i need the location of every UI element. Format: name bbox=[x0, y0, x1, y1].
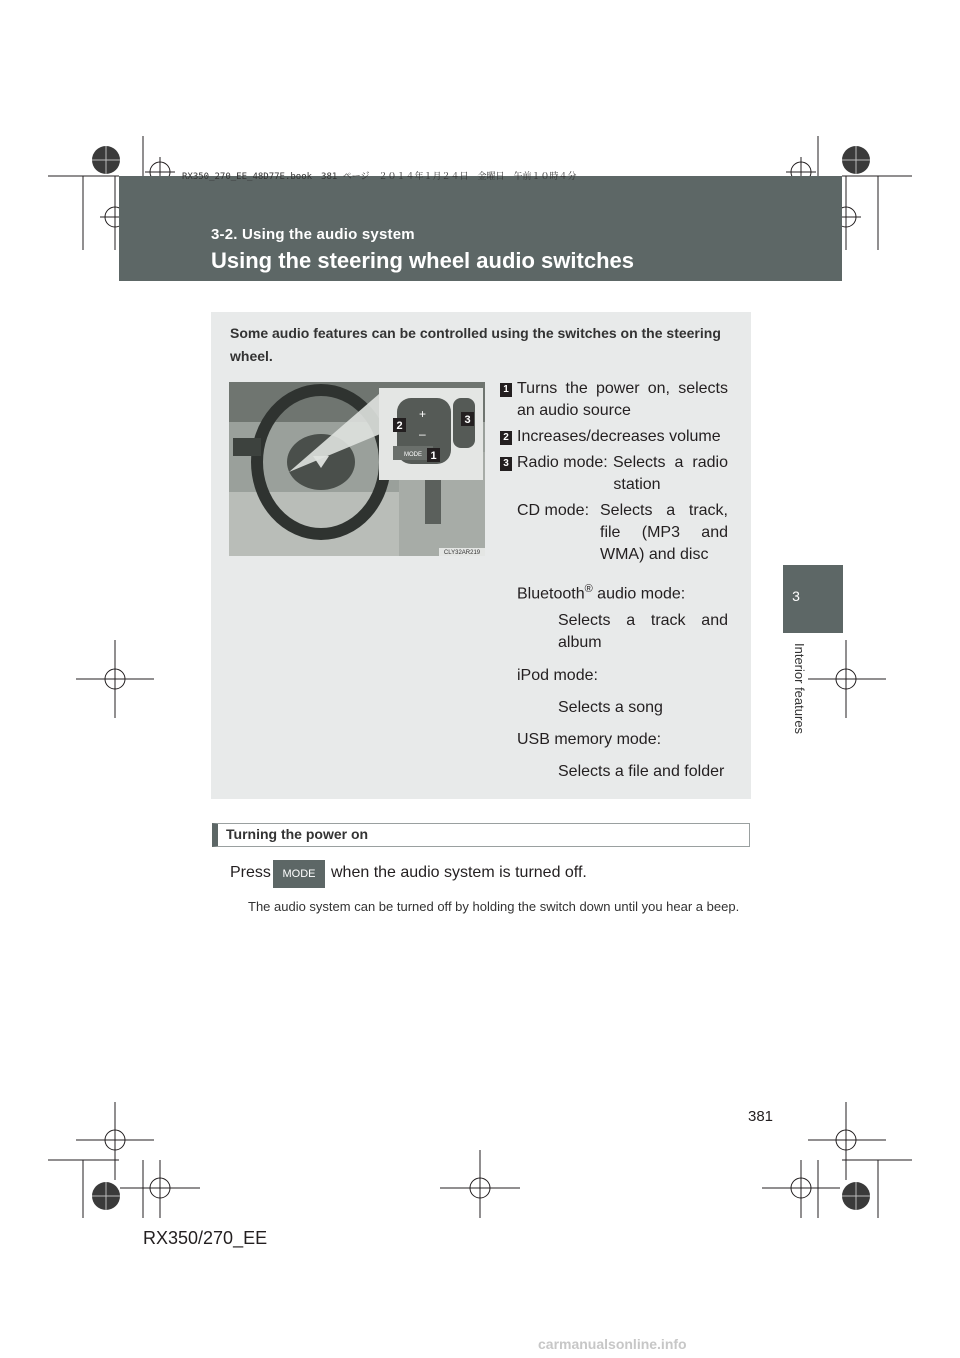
book-info: RX350_270_EE_48D77E.book 381 ページ ２０１４年１月２４日 金曜日 午前１０時４分 bbox=[182, 172, 577, 182]
cd-mode-label: CD mode: bbox=[517, 502, 590, 519]
press-text: Press bbox=[230, 864, 271, 881]
figure-code: CLY32AR219 bbox=[443, 550, 481, 556]
bluetooth-suffix: audio mode: bbox=[592, 585, 686, 603]
steering-wheel-illustration bbox=[229, 382, 485, 556]
page-title: Using the steering wheel audio switches bbox=[211, 248, 634, 273]
model-label: RX350/270_EE bbox=[143, 1228, 268, 1248]
mode-button-icon: MODE bbox=[273, 860, 325, 888]
usb-mode-text: Selects a file and folder bbox=[558, 763, 725, 780]
bluetooth-word: Bluetooth bbox=[517, 585, 585, 603]
power-section-heading: Turning the power on bbox=[226, 826, 369, 842]
svg-text:–: – bbox=[419, 427, 426, 441]
figure-callout-3: 3 bbox=[464, 414, 471, 426]
figure-mode-label: MODE bbox=[404, 452, 422, 458]
registered-mark: ® bbox=[584, 583, 593, 595]
item-text-1: Turns the power on, selects bbox=[517, 380, 728, 397]
intro-text: Some audio features can be controlled using the switches on the steering wheel. bbox=[230, 325, 721, 364]
usb-mode-label: USB memory mode: bbox=[517, 731, 662, 748]
radio-mode-label: Radio mode: bbox=[517, 454, 608, 471]
item-text-1-cont: an audio source bbox=[517, 402, 631, 419]
bluetooth-mode-text-1: Selects a track and bbox=[558, 612, 728, 629]
radio-mode-text: Selects a radio bbox=[613, 454, 728, 471]
chapter-number: 3 bbox=[792, 588, 800, 604]
bluetooth-mode-text-2: album bbox=[558, 634, 602, 651]
section-label: 3-2. Using the audio system bbox=[211, 226, 415, 243]
item-number-3: 3 bbox=[500, 457, 512, 471]
ipod-mode-label: iPod mode: bbox=[517, 667, 598, 684]
ipod-mode-text: Selects a song bbox=[558, 699, 663, 716]
svg-text:+: + bbox=[419, 407, 427, 421]
chapter-label bbox=[780, 643, 810, 753]
bluetooth-mode-label bbox=[517, 578, 685, 605]
figure-callout-1: 1 bbox=[430, 450, 437, 462]
cd-mode-text-3: WMA) and disc bbox=[600, 546, 709, 563]
radio-mode-text-cont: station bbox=[613, 476, 661, 493]
press-text-rest: when the audio system is turned off. bbox=[331, 864, 587, 881]
watermark: carmanualsonline.info bbox=[538, 1336, 687, 1352]
item-text-2: Increases/decreases volume bbox=[517, 428, 721, 445]
steering-wheel-drawing bbox=[229, 382, 485, 556]
power-note: The audio system can be turned off by holding the switch down until you hear a beep. bbox=[248, 899, 740, 914]
item-number-2: 2 bbox=[500, 431, 512, 445]
figure-callout-2: 2 bbox=[396, 420, 403, 432]
cd-mode-text-1: Selects a track, bbox=[600, 502, 728, 519]
cd-mode-text-2: file (MP3 and bbox=[600, 524, 728, 541]
page-number: 381 bbox=[748, 1108, 774, 1125]
chapter-label-text: Interior features bbox=[792, 643, 807, 735]
item-number-1: 1 bbox=[500, 383, 512, 397]
